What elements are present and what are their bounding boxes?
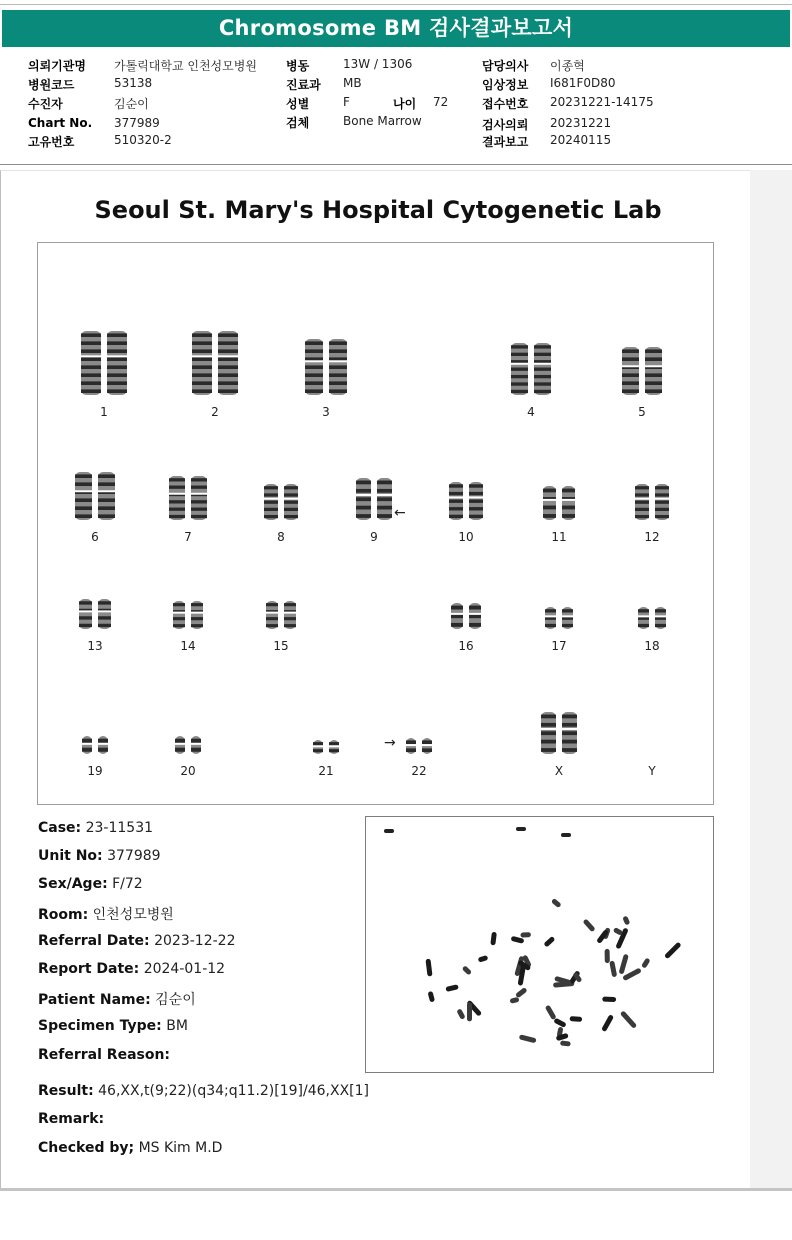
chromosome-pair-19 <box>81 734 109 756</box>
chromosome-pair-10 <box>448 480 484 522</box>
chromosome-pair-21 <box>312 738 340 756</box>
chromosome-pair-2 <box>191 329 239 397</box>
metaphase-chromosome <box>543 936 555 948</box>
bottom-rule <box>0 1188 792 1191</box>
chromosome-pair-8 <box>263 482 299 522</box>
detail-value: 377989 <box>107 848 161 864</box>
metaphase-chromosome <box>467 1002 472 1021</box>
chromosome-label-22: 22 <box>411 764 427 778</box>
metaphase-chromosome <box>622 915 630 925</box>
info-label: 접수번호 <box>482 97 529 111</box>
arrow-right-icon: → <box>384 735 396 751</box>
info-value: 김순이 <box>114 97 149 111</box>
chromosome-pair-6 <box>74 470 116 522</box>
chromosome-label-16: 16 <box>458 639 474 653</box>
chromosome-label-5: 5 <box>638 405 646 419</box>
chromosome-label-3: 3 <box>322 405 330 419</box>
result-label: Result: <box>38 1083 94 1099</box>
detail-label: Unit No: <box>38 848 103 864</box>
lab-title: Seoul St. Mary's Hospital Cytogenetic Lab <box>94 196 662 224</box>
detail-row <box>38 1047 170 1063</box>
info-label: 검체 <box>286 116 310 130</box>
chromosome-label-15: 15 <box>273 639 289 653</box>
info-label: 의뢰기관명 <box>28 59 86 73</box>
metaphase-chromosome <box>601 1014 614 1032</box>
detail-label: Report Date: <box>38 961 140 977</box>
metaphase-chromosome <box>561 833 571 837</box>
info-label: 담당의사 <box>482 59 529 73</box>
chromosome-label-14: 14 <box>180 639 196 653</box>
metaphase-chromosome <box>609 960 617 977</box>
chromosome-label-6: 6 <box>91 530 99 544</box>
chromosome-label-10: 10 <box>458 530 474 544</box>
metaphase-spread <box>366 817 713 1072</box>
detail-label: Referral Date: <box>38 933 150 949</box>
chromosome-pair-1 <box>80 329 128 397</box>
info-value: F <box>343 95 350 109</box>
info-label: 진료과 <box>286 78 321 92</box>
metaphase-chromosome <box>583 918 596 932</box>
detail-value: 23-11531 <box>85 820 154 836</box>
detail-value: 2023-12-22 <box>154 933 236 949</box>
chromosome-pair-16 <box>450 601 482 631</box>
info-label: Chart No. <box>28 116 93 130</box>
detail-row <box>38 848 161 864</box>
chromosome-label-21: 21 <box>318 764 334 778</box>
info-value: Bone Marrow <box>343 114 422 128</box>
chromosome-pair-3 <box>304 337 348 397</box>
metaphase-chromosome <box>428 991 436 1003</box>
metaphase-chromosome <box>553 1018 566 1028</box>
detail-row <box>38 820 153 836</box>
detail-value: F/72 <box>112 876 143 892</box>
detail-label: Room: <box>38 907 89 923</box>
remark-label: Remark: <box>38 1111 105 1127</box>
chromosome-pair-12 <box>634 482 670 522</box>
chromosome-label-19: 19 <box>87 764 103 778</box>
chromosome-label-X: X <box>554 764 564 778</box>
chromosome-pair-18 <box>637 605 667 631</box>
chromosome-label-4: 4 <box>527 405 535 419</box>
metaphase-chromosome <box>490 932 497 946</box>
karyotype-panel <box>37 242 714 805</box>
chromosome-label-11: 11 <box>551 530 567 544</box>
metaphase-chromosome <box>519 1034 537 1043</box>
metaphase-chromosome <box>551 898 562 908</box>
detail-label: Sex/Age: <box>38 876 108 892</box>
metaphase-chromosome <box>560 1040 571 1046</box>
info-label: 검사의뢰 <box>482 118 529 132</box>
metaphase-chromosome <box>641 957 651 968</box>
metaphase-chromosome <box>384 829 394 833</box>
info-value: 20231221 <box>550 116 612 130</box>
detail-row <box>38 904 174 924</box>
detail-label: Case: <box>38 820 82 836</box>
info-label: 결과보고 <box>482 135 529 149</box>
info-label: 병동 <box>286 59 310 73</box>
metaphase-chromosome <box>622 967 642 981</box>
chromosome-pair-15 <box>265 599 297 631</box>
metaphase-chromosome <box>516 827 526 831</box>
info-value: 가톨릭대학교 인천성모병원 <box>114 59 257 73</box>
chromosome-label-20: 20 <box>180 764 196 778</box>
chromosome-pair-7 <box>168 474 208 522</box>
info-value: 13W / 1306 <box>343 57 413 71</box>
remark-row <box>38 1111 104 1127</box>
chromosome-pair-20 <box>174 734 202 756</box>
patient-info-panel <box>0 54 792 166</box>
info-label: 고유번호 <box>28 135 75 149</box>
chromosome-pair-4 <box>510 341 552 397</box>
info-label: 수진자 <box>28 97 63 111</box>
result-value: 46,XX,t(9;22)(q34;q11.2)[19]/46,XX[1] <box>98 1083 370 1099</box>
chromosome-label-13: 13 <box>87 639 103 653</box>
info-value: 72 <box>433 95 449 109</box>
metaphase-chromosome <box>515 987 528 998</box>
checked-value: MS Kim M.D <box>138 1140 223 1156</box>
arrow-left-icon: ← <box>394 505 406 521</box>
metaphase-image <box>365 816 714 1073</box>
report-title: Chromosome BM 검사결과보고서 <box>2 10 790 47</box>
info-value: 377989 <box>114 116 160 130</box>
info-value: 510320-2 <box>114 133 172 147</box>
info-value: 20231221-14175 <box>550 95 654 109</box>
metaphase-chromosome <box>605 949 610 963</box>
info-label: 성별 <box>286 97 310 111</box>
info-value: 이종혁 <box>550 59 585 73</box>
chromosome-label-1: 1 <box>100 405 108 419</box>
info-label: 임상정보 <box>482 78 529 92</box>
detail-row <box>38 961 225 977</box>
detail-row <box>38 876 143 892</box>
metaphase-chromosome <box>620 1010 637 1029</box>
page-shade <box>750 170 792 1188</box>
chromosome-pair-X <box>540 710 578 756</box>
metaphase-chromosome <box>545 1005 557 1021</box>
detail-value: 인천성모병원 <box>92 907 174 923</box>
info-value: MB <box>343 76 362 90</box>
chromosome-pair-13 <box>78 597 112 631</box>
metaphase-chromosome <box>456 1008 465 1020</box>
metaphase-chromosome <box>445 984 459 992</box>
chromosome-label-Y: Y <box>648 764 656 778</box>
chromosome-label-8: 8 <box>277 530 285 544</box>
metaphase-chromosome <box>462 965 472 975</box>
chromosome-label-2: 2 <box>211 405 219 419</box>
detail-value: 2024-01-12 <box>143 961 226 977</box>
detail-value: 김순이 <box>155 992 196 1008</box>
detail-label: Referral Reason: <box>38 1047 171 1063</box>
metaphase-chromosome <box>425 959 432 977</box>
detail-value: BM <box>166 1018 188 1034</box>
info-label: 나이 <box>393 97 417 111</box>
metaphase-chromosome <box>664 942 682 960</box>
chromosome-label-18: 18 <box>644 639 660 653</box>
info-value: I681F0D80 <box>550 76 616 90</box>
detail-label: Specimen Type: <box>38 1018 162 1034</box>
chromosome-label-17: 17 <box>551 639 567 653</box>
metaphase-chromosome <box>602 997 616 1002</box>
metaphase-chromosome <box>520 932 531 938</box>
checked-label: Checked by; <box>38 1140 135 1156</box>
chromosome-pair-14 <box>172 599 204 631</box>
metaphase-chromosome <box>619 954 629 975</box>
metaphase-chromosome <box>570 1016 583 1022</box>
info-value: 20240115 <box>550 133 612 147</box>
chromosome-label-7: 7 <box>184 530 192 544</box>
result-row <box>38 1083 369 1099</box>
chromosome-label-9: 9 <box>370 530 378 544</box>
detail-row <box>38 1018 188 1034</box>
chromosome-pair-22 <box>405 736 433 756</box>
info-divider <box>0 164 792 165</box>
metaphase-chromosome <box>478 955 489 963</box>
detail-row <box>38 933 235 949</box>
chromosome-pair-5 <box>621 345 663 397</box>
chromosome-pair-9 <box>355 476 393 522</box>
metaphase-chromosome <box>509 997 519 1004</box>
chromosome-label-12: 12 <box>644 530 660 544</box>
chromosome-pair-17 <box>544 605 574 631</box>
detail-label: Patient Name: <box>38 992 151 1008</box>
info-label: 병원코드 <box>28 78 75 92</box>
checked-row <box>38 1140 222 1156</box>
detail-row <box>38 989 196 1009</box>
info-value: 53138 <box>114 76 153 90</box>
chromosome-pair-11 <box>542 484 576 522</box>
top-rule <box>0 4 792 5</box>
